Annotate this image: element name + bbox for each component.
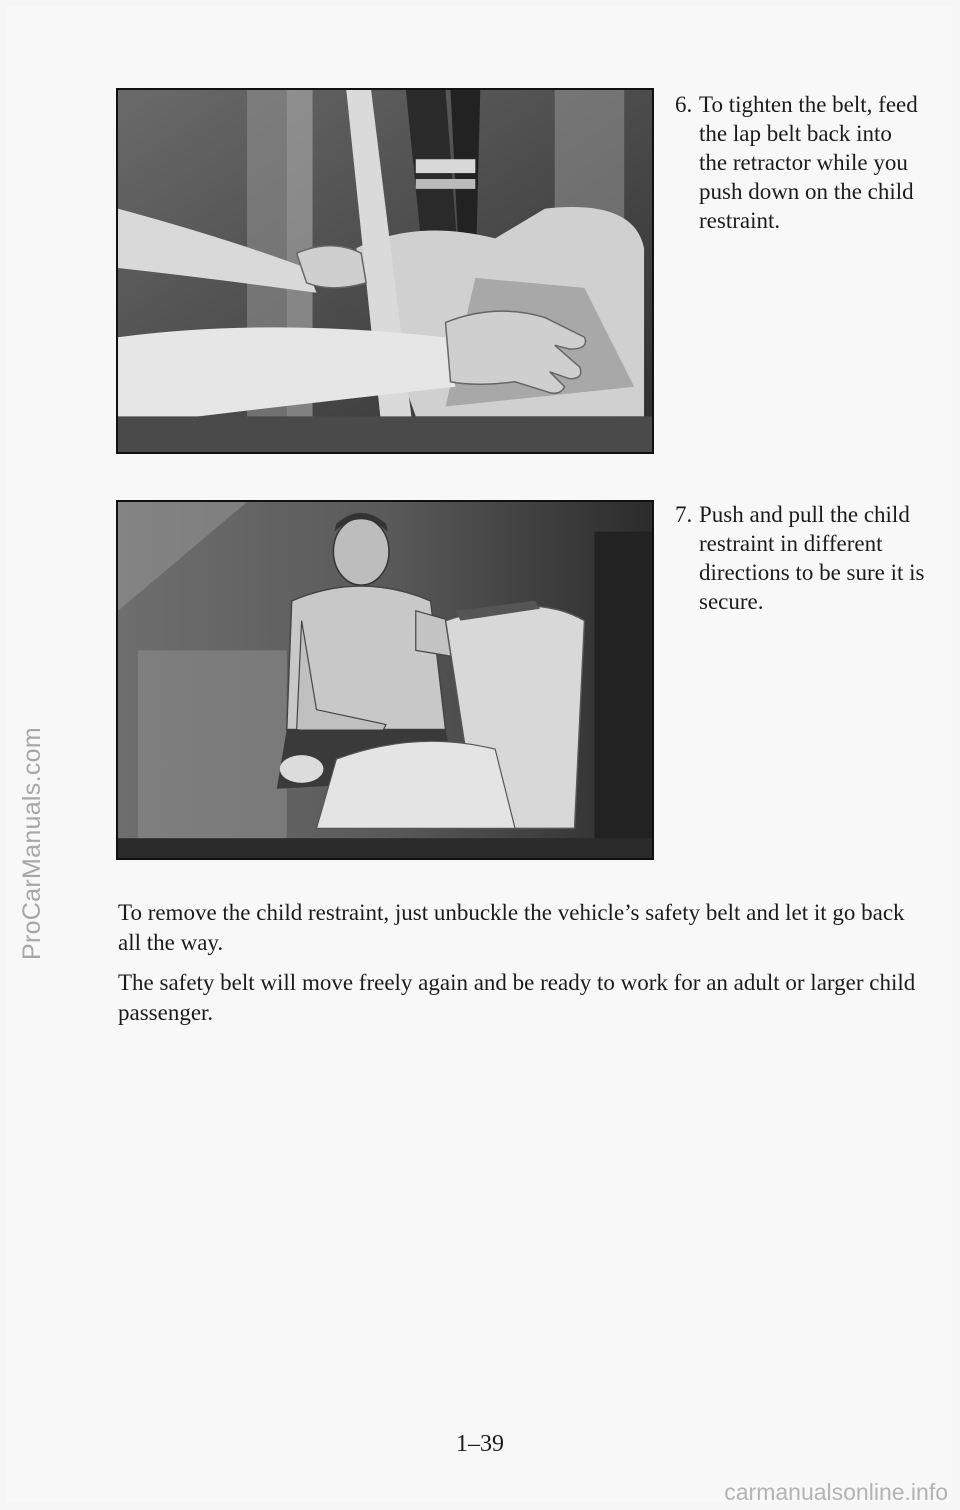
step-6 (675, 90, 925, 235)
step-number: 7. (675, 502, 693, 527)
hands-pressing-child-seat-illustration-icon (118, 90, 652, 452)
body-paragraph: To remove the child restraint, just unbuckle the vehicle’s safety belt and let it go back all the way. (118, 900, 905, 955)
step-text: Push and pull the child restraint in different directions to be sure it is secure. (699, 502, 925, 614)
side-watermark: ProCarManuals.com (18, 727, 46, 960)
step-number: 6. (675, 92, 693, 117)
bottom-watermark: carmanualsonline.info (724, 1479, 948, 1505)
man-checking-child-seat-illustration-icon (118, 502, 652, 858)
step-7 (675, 500, 925, 616)
tighten-belt-illustration (116, 88, 654, 454)
body-paragraph: The safety belt will move freely again and be ready to work for an adult or larger child passenger. (118, 970, 916, 1025)
step-text: To tighten the belt, feed the lap belt back into the retractor while you push down on the child restraint. (699, 92, 918, 233)
check-secure-illustration (116, 500, 654, 860)
page-number: 1–39 (456, 1431, 504, 1457)
